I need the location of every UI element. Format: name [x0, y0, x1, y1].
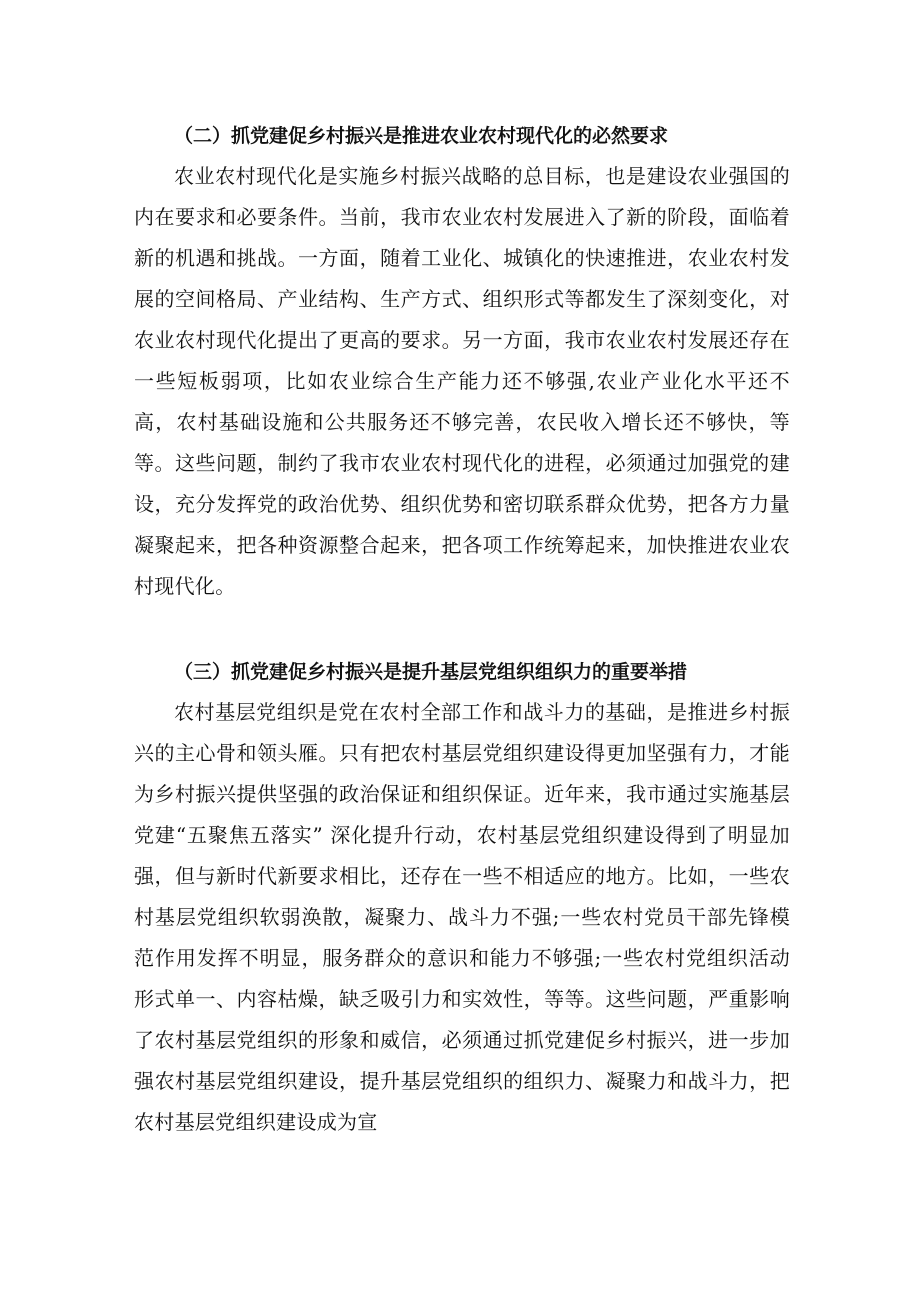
section-paragraph-3: 农村基层党组织是党在农村全部工作和战斗力的基础，是推进乡村振兴的主心骨和领头雁。只有把农村基层党组织建设得更加坚强有力，才能为乡村振兴提供坚强的政治保证和组织保证。近年来，我市通过实施基层党建“五聚焦五落实” 深化提升行动，农村基层党组织建设得到了明显加强，但与新时代新要求相比，还存在一些不相适应的地方。比如，一些农村基层党组织软弱涣散，凝聚力、战斗力不强;一些农村党员干部先锋模范作用发挥不明显，服务群众的意识和能力不够强;一些农村党组织活动形式单一、内容枯燥，缺乏吸引力和实效性，等等。这些问题，严重影响了农村基层党组织的形象和威信，必须通过抓党建促乡村振兴，进一步加强农村基层党组织建设，提升基层党组织的组织力、凝聚力和战斗力，把农村基层党组织建设成为宣 [134, 700, 790, 1134]
section-heading-3: （三）抓党建促乡村振兴是提升基层党组织组织力的重要举措 [174, 661, 688, 683]
section-heading-2: （二）抓党建促乡村振兴是推进农业农村现代化的必然要求 [174, 125, 669, 147]
document-body [134, 112, 790, 1228]
section-paragraph-2: 农业农村现代化是实施乡村振兴战略的总目标，也是建设农业强国的内在要求和必要条件。当前，我市农业农村发展进入了新的阶段，面临着新的机遇和挑战。一方面，随着工业化、城镇化的快速推进，农业农村发展的空间格局、产业结构、生产方式、组织形式等都发生了深刻变化，对农业农村现代化提出了更高的要求。另一方面，我市农业农村发展还存在一些短板弱项，比如农业综合生产能力还不够强,农业产业化水平还不高，农村基础设施和公共服务还不够完善，农民收入增长还不够快，等等。这些问题，制约了我市农业农村现代化的进程，必须通过加强党的建设，充分发挥党的政治优势、组织优势和密切联系群众优势，把各方力量凝聚起来，把各种资源整合起来，把各项工作统筹起来，加快推进农业农村现代化。 [134, 164, 790, 598]
